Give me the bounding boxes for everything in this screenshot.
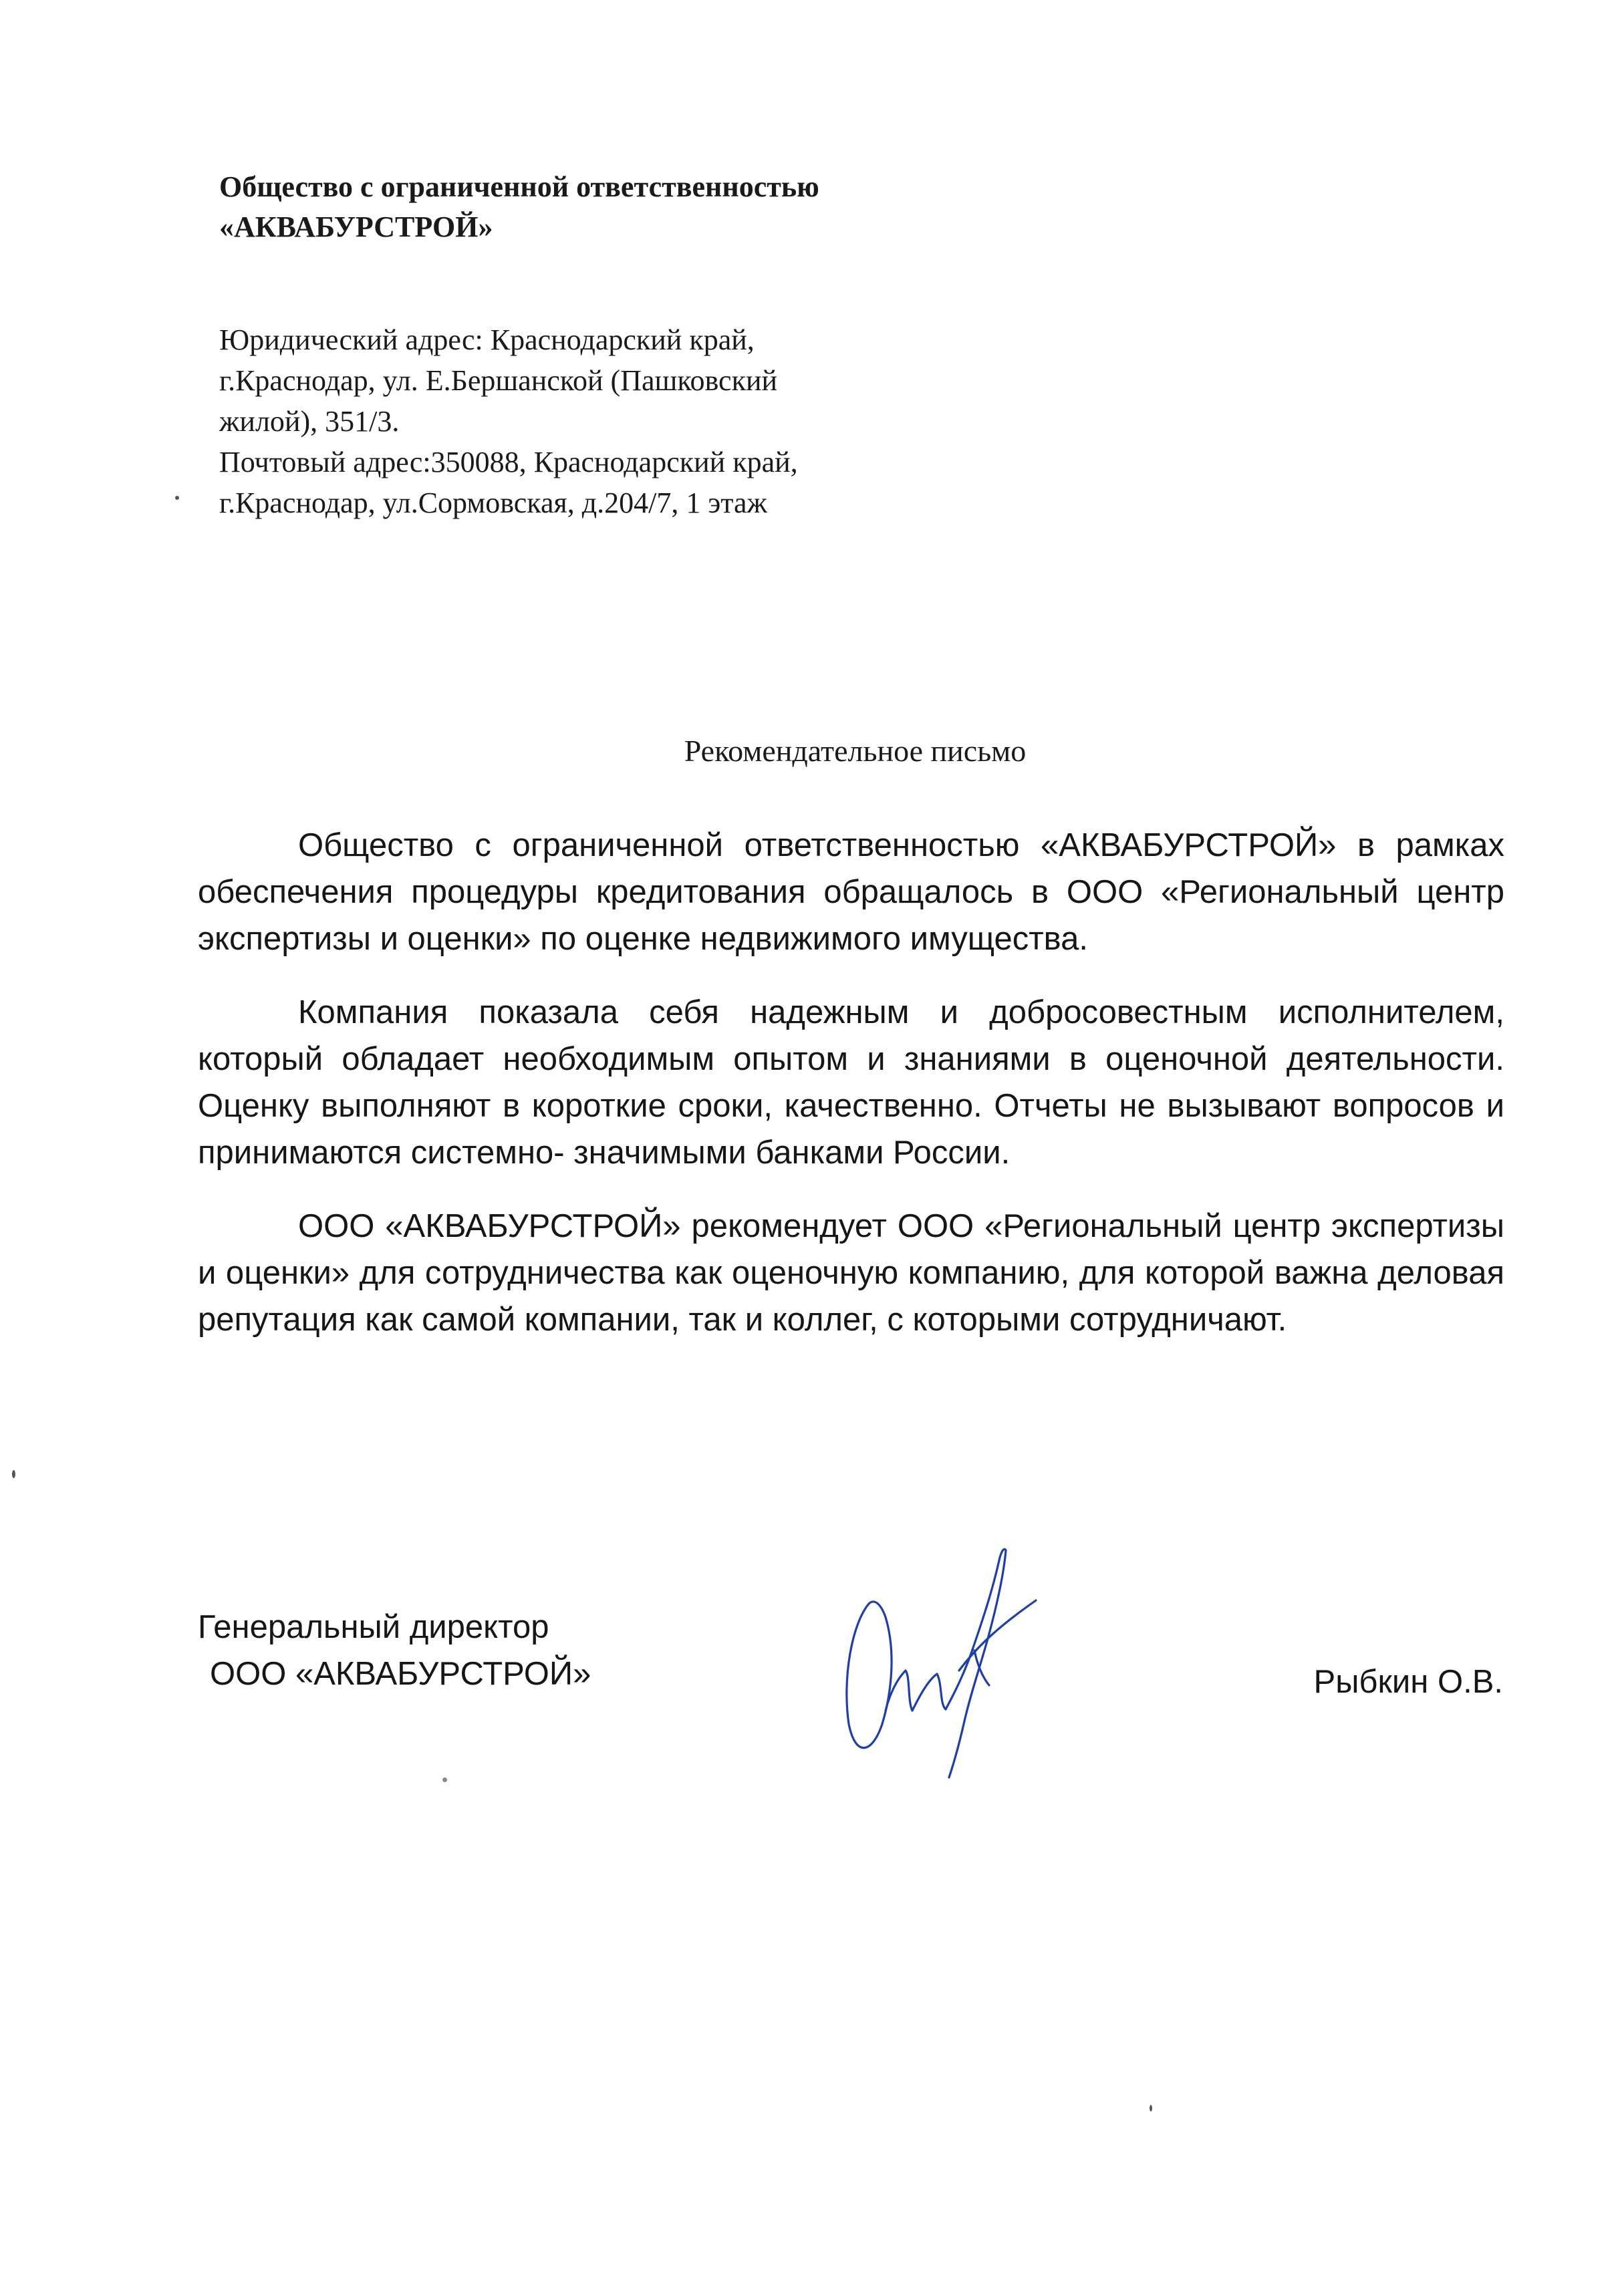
postal-address-line-1: Почтовый адрес:350088, Краснодарский край, (219, 446, 798, 478)
letter-title: Рекомендательное письмо (684, 734, 1027, 768)
body-paragraph-1: Общество с ограниченной ответственностью «АКВАБУРСТРОЙ» в рамках обеспечения процедуры кредитования обращалось в ООО «Региональный центр экспертизы и оценки» по оценке недвижимого имущества. (198, 827, 1504, 957)
postal-address-line-2: г.Краснодар, ул.Сормовская, д.204/7, 1 этаж (219, 486, 767, 519)
signer-name: Рыбкин О.В. (1313, 1664, 1503, 1700)
address-block (219, 319, 954, 523)
paper-speck (1150, 2105, 1152, 2112)
company-name-line-2: «АКВАБУРСТРОЙ» (219, 210, 493, 243)
paper-speck (442, 1777, 447, 1782)
paper-speck (12, 1470, 15, 1478)
body-paragraph-2: Компания показала себя надежным и добросовестным исполнителем, который обладает необходимым опытом и знаниями в оценочной деятельности. Оценку выполняют в короткие сроки, качественно. Отчеты не вызывают вопросов и принимаются системно- значимыми банками России. (198, 994, 1504, 1171)
paper-speck (175, 496, 179, 500)
legal-address-line-2: г.Краснодар, ул. Е.Бершанской (Пашковский (219, 364, 778, 397)
signature-icon (822, 1510, 1063, 1791)
legal-address-line-3: жилой), 351/3. (219, 405, 400, 438)
legal-address-line-1: Юридический адрес: Краснодарский край, (219, 323, 755, 356)
position-title: Генеральный директор (198, 1609, 549, 1645)
letter-body (198, 822, 1504, 1370)
company-name-block (219, 167, 954, 247)
signatory-position (198, 1604, 591, 1697)
company-name-line-1: Общество с ограниченной ответственностью (219, 170, 819, 203)
position-company: ООО «АКВАБУРСТРОЙ» (210, 1656, 591, 1692)
body-paragraph-3: ООО «АКВАБУРСТРОЙ» рекомендует ООО «Региональный центр экспертизы и оценки» для сотрудничества как оценочную компанию, для которой важна деловая репутация как самой компании, так и коллег, с которыми сотрудничают. (198, 1208, 1504, 1338)
